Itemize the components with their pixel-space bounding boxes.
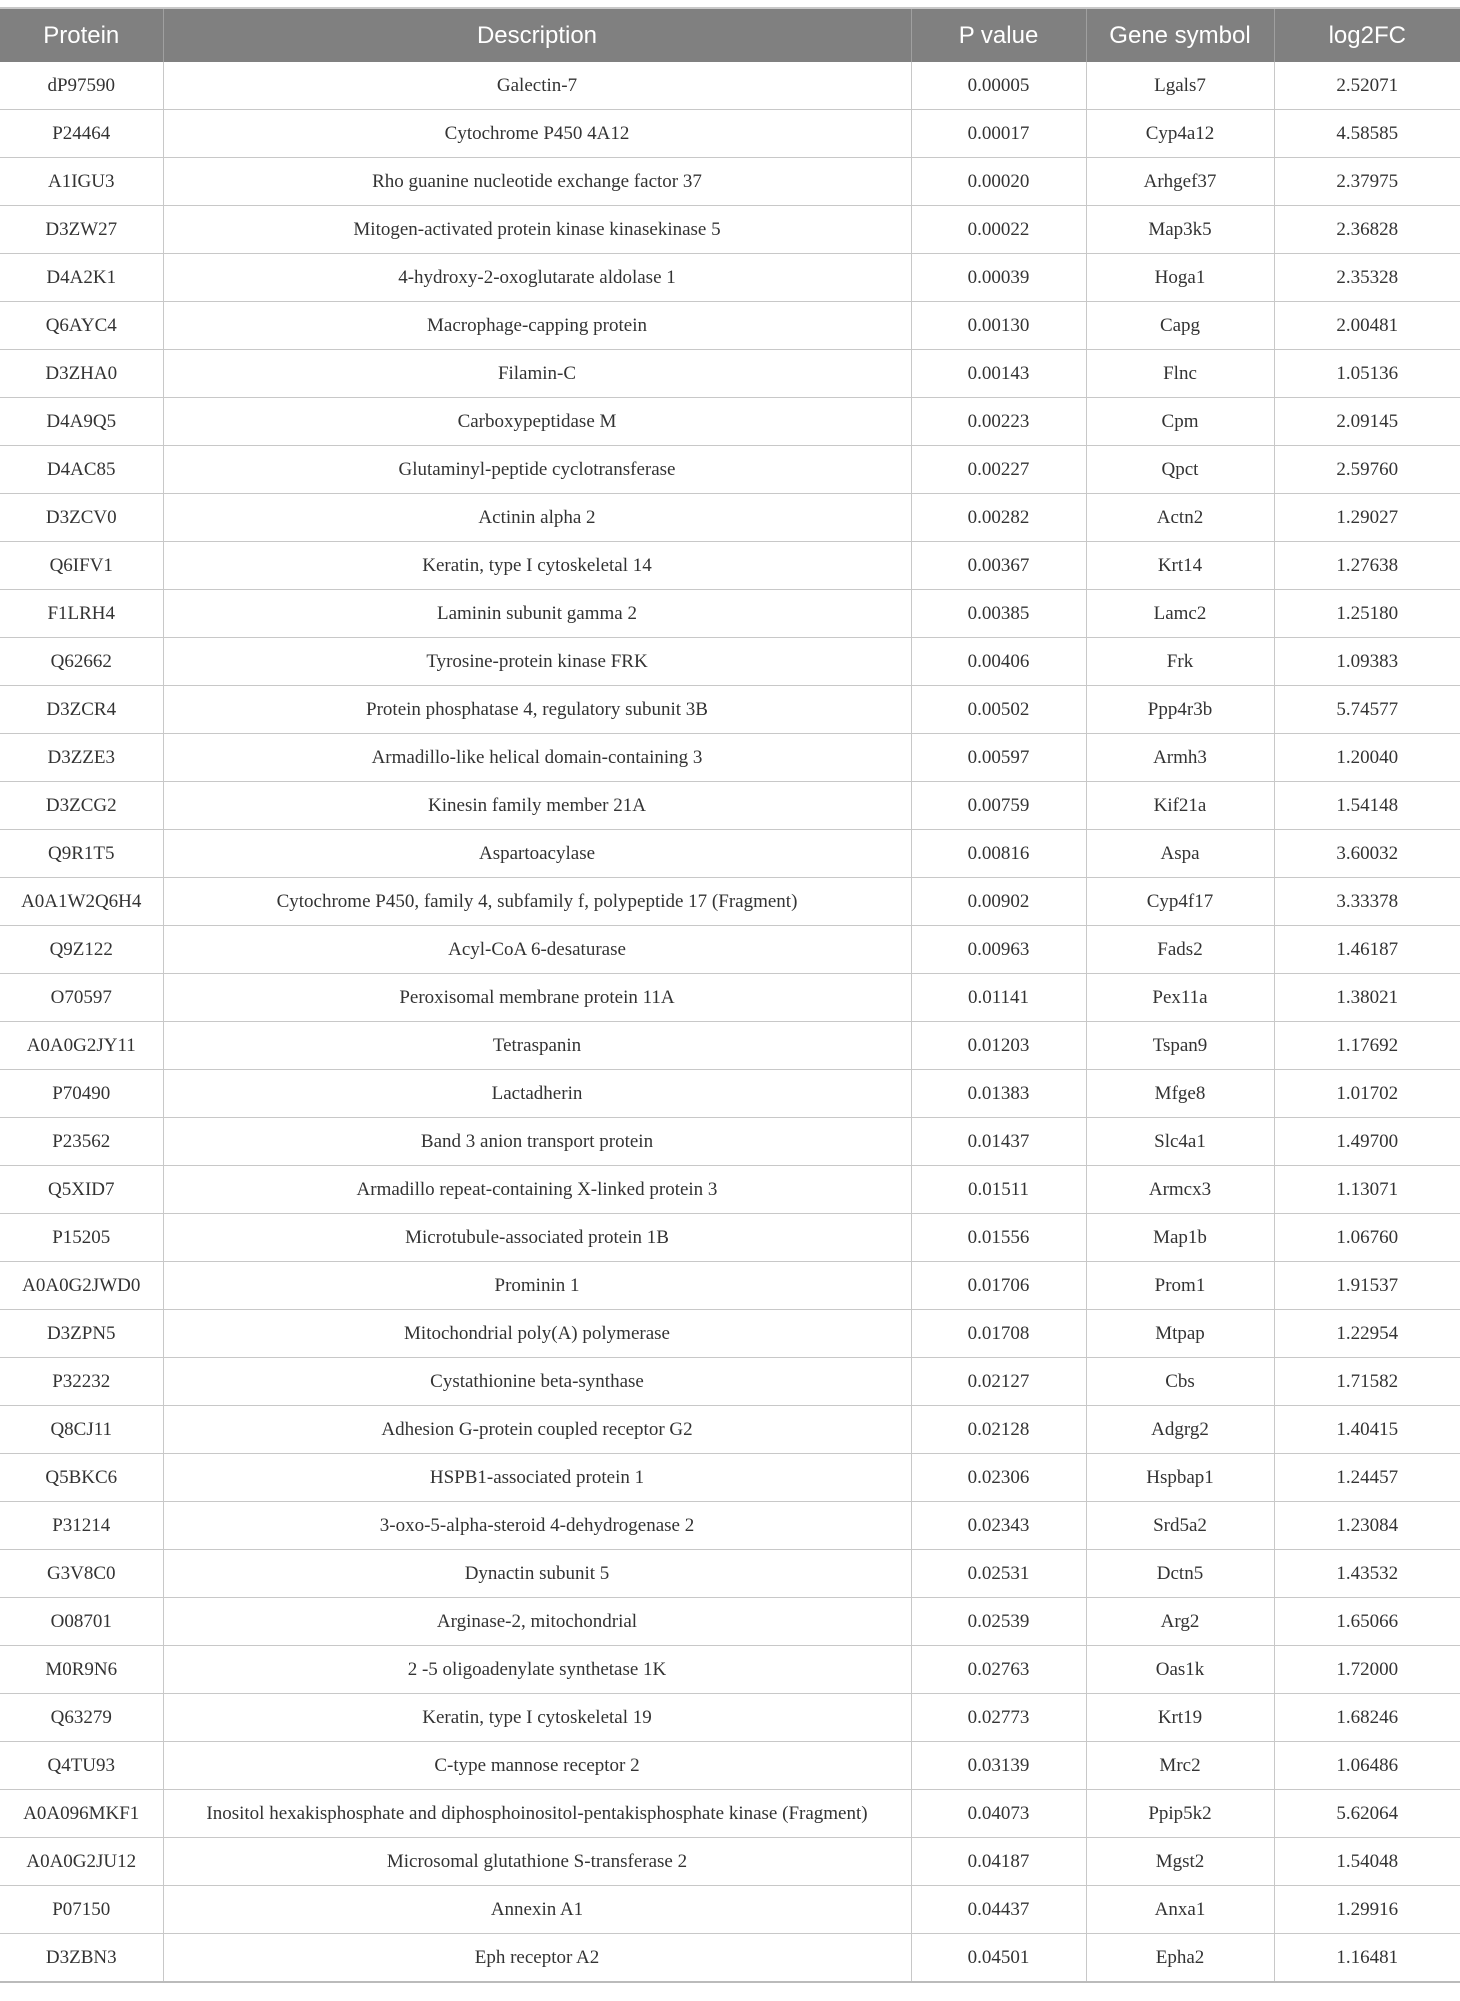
- log2fc-cell: 1.01702: [1274, 1070, 1460, 1118]
- protein-cell: dP97590: [0, 62, 163, 110]
- p-value-cell: 0.02128: [911, 1406, 1086, 1454]
- p-value-cell: 0.00130: [911, 302, 1086, 350]
- description-cell: Cytochrome P450 4A12: [163, 110, 911, 158]
- protein-cell: D3ZHA0: [0, 350, 163, 398]
- gene-symbol-cell: Lgals7: [1086, 62, 1274, 110]
- log2fc-cell: 1.91537: [1274, 1262, 1460, 1310]
- table-row: [0, 878, 1460, 926]
- description-cell: Protein phosphatase 4, regulatory subunit 3B: [163, 686, 911, 734]
- p-value-cell: 0.04437: [911, 1886, 1086, 1934]
- log2fc-cell: 2.59760: [1274, 446, 1460, 494]
- protein-cell: D4A2K1: [0, 254, 163, 302]
- gene-symbol-cell: Capg: [1086, 302, 1274, 350]
- description-cell: Acyl-CoA 6-desaturase: [163, 926, 911, 974]
- log2fc-cell: 1.06760: [1274, 1214, 1460, 1262]
- description-cell: Rho guanine nucleotide exchange factor 37: [163, 158, 911, 206]
- table-row: [0, 1646, 1460, 1694]
- log2fc-cell: 1.40415: [1274, 1406, 1460, 1454]
- description-cell: Mitogen-activated protein kinase kinasekinase 5: [163, 206, 911, 254]
- p-value-cell: 0.01141: [911, 974, 1086, 1022]
- header-protein: Protein: [0, 8, 163, 62]
- p-value-cell: 0.01437: [911, 1118, 1086, 1166]
- gene-symbol-cell: Epha2: [1086, 1934, 1274, 1983]
- log2fc-cell: 2.09145: [1274, 398, 1460, 446]
- description-cell: Kinesin family member 21A: [163, 782, 911, 830]
- protein-cell: Q4TU93: [0, 1742, 163, 1790]
- table-row: [0, 1262, 1460, 1310]
- table-row: [0, 446, 1460, 494]
- gene-symbol-cell: Fads2: [1086, 926, 1274, 974]
- p-value-cell: 0.00816: [911, 830, 1086, 878]
- gene-symbol-cell: Actn2: [1086, 494, 1274, 542]
- description-cell: Prominin 1: [163, 1262, 911, 1310]
- log2fc-cell: 1.24457: [1274, 1454, 1460, 1502]
- table-row: [0, 1070, 1460, 1118]
- gene-symbol-cell: Arg2: [1086, 1598, 1274, 1646]
- log2fc-cell: 1.23084: [1274, 1502, 1460, 1550]
- header-gene-symbol: Gene symbol: [1086, 8, 1274, 62]
- protein-cell: A0A0G2JWD0: [0, 1262, 163, 1310]
- description-cell: Cytochrome P450, family 4, subfamily f, polypeptide 17 (Fragment): [163, 878, 911, 926]
- p-value-cell: 0.00020: [911, 158, 1086, 206]
- log2fc-cell: 1.54048: [1274, 1838, 1460, 1886]
- protein-cell: O08701: [0, 1598, 163, 1646]
- table-row: [0, 926, 1460, 974]
- protein-cell: Q63279: [0, 1694, 163, 1742]
- table-row: [0, 734, 1460, 782]
- gene-symbol-cell: Tspan9: [1086, 1022, 1274, 1070]
- gene-symbol-cell: Anxa1: [1086, 1886, 1274, 1934]
- protein-cell: P23562: [0, 1118, 163, 1166]
- gene-symbol-cell: Krt19: [1086, 1694, 1274, 1742]
- description-cell: Annexin A1: [163, 1886, 911, 1934]
- p-value-cell: 0.01511: [911, 1166, 1086, 1214]
- p-value-cell: 0.00597: [911, 734, 1086, 782]
- gene-symbol-cell: Pex11a: [1086, 974, 1274, 1022]
- log2fc-cell: 5.74577: [1274, 686, 1460, 734]
- description-cell: Carboxypeptidase M: [163, 398, 911, 446]
- p-value-cell: 0.04501: [911, 1934, 1086, 1983]
- log2fc-cell: 1.54148: [1274, 782, 1460, 830]
- table-row: [0, 638, 1460, 686]
- header-log2fc: log2FC: [1274, 8, 1460, 62]
- log2fc-cell: 1.68246: [1274, 1694, 1460, 1742]
- description-cell: Macrophage-capping protein: [163, 302, 911, 350]
- p-value-cell: 0.00963: [911, 926, 1086, 974]
- protein-cell: A0A096MKF1: [0, 1790, 163, 1838]
- log2fc-cell: 1.38021: [1274, 974, 1460, 1022]
- log2fc-cell: 1.29027: [1274, 494, 1460, 542]
- description-cell: Armadillo-like helical domain-containing 3: [163, 734, 911, 782]
- protein-cell: P15205: [0, 1214, 163, 1262]
- log2fc-cell: 2.36828: [1274, 206, 1460, 254]
- gene-symbol-cell: Frk: [1086, 638, 1274, 686]
- description-cell: Tetraspanin: [163, 1022, 911, 1070]
- gene-symbol-cell: Mrc2: [1086, 1742, 1274, 1790]
- table-row: [0, 1790, 1460, 1838]
- description-cell: Inositol hexakisphosphate and diphosphoinositol-pentakisphosphate kinase (Fragment): [163, 1790, 911, 1838]
- protein-cell: D3ZW27: [0, 206, 163, 254]
- protein-cell: Q6AYC4: [0, 302, 163, 350]
- description-cell: Armadillo repeat-containing X-linked protein 3: [163, 1166, 911, 1214]
- p-value-cell: 0.00005: [911, 62, 1086, 110]
- description-cell: Mitochondrial poly(A) polymerase: [163, 1310, 911, 1358]
- protein-cell: D3ZCG2: [0, 782, 163, 830]
- protein-cell: P32232: [0, 1358, 163, 1406]
- p-value-cell: 0.00039: [911, 254, 1086, 302]
- table-row: [0, 830, 1460, 878]
- description-cell: Tyrosine-protein kinase FRK: [163, 638, 911, 686]
- protein-table: [0, 7, 1460, 1983]
- table-row: [0, 1022, 1460, 1070]
- description-cell: Keratin, type I cytoskeletal 19: [163, 1694, 911, 1742]
- description-cell: 3-oxo-5-alpha-steroid 4-dehydrogenase 2: [163, 1502, 911, 1550]
- description-cell: Actinin alpha 2: [163, 494, 911, 542]
- protein-cell: O70597: [0, 974, 163, 1022]
- p-value-cell: 0.00143: [911, 350, 1086, 398]
- gene-symbol-cell: Slc4a1: [1086, 1118, 1274, 1166]
- p-value-cell: 0.00022: [911, 206, 1086, 254]
- description-cell: 4-hydroxy-2-oxoglutarate aldolase 1: [163, 254, 911, 302]
- gene-symbol-cell: Aspa: [1086, 830, 1274, 878]
- gene-symbol-cell: Krt14: [1086, 542, 1274, 590]
- table-row: [0, 254, 1460, 302]
- gene-symbol-cell: Srd5a2: [1086, 1502, 1274, 1550]
- gene-symbol-cell: Hoga1: [1086, 254, 1274, 302]
- p-value-cell: 0.00017: [911, 110, 1086, 158]
- description-cell: Band 3 anion transport protein: [163, 1118, 911, 1166]
- table-row: [0, 1598, 1460, 1646]
- protein-cell: M0R9N6: [0, 1646, 163, 1694]
- log2fc-cell: 1.71582: [1274, 1358, 1460, 1406]
- protein-cell: P07150: [0, 1886, 163, 1934]
- p-value-cell: 0.02773: [911, 1694, 1086, 1742]
- protein-cell: D4A9Q5: [0, 398, 163, 446]
- p-value-cell: 0.02343: [911, 1502, 1086, 1550]
- protein-cell: P31214: [0, 1502, 163, 1550]
- table-row: [0, 1742, 1460, 1790]
- log2fc-cell: 3.33378: [1274, 878, 1460, 926]
- description-cell: Laminin subunit gamma 2: [163, 590, 911, 638]
- gene-symbol-cell: Arhgef37: [1086, 158, 1274, 206]
- log2fc-cell: 2.52071: [1274, 62, 1460, 110]
- p-value-cell: 0.02539: [911, 1598, 1086, 1646]
- protein-cell: A0A1W2Q6H4: [0, 878, 163, 926]
- gene-symbol-cell: Cbs: [1086, 1358, 1274, 1406]
- table-row: [0, 1406, 1460, 1454]
- p-value-cell: 0.00759: [911, 782, 1086, 830]
- gene-symbol-cell: Lamc2: [1086, 590, 1274, 638]
- table-row: [0, 350, 1460, 398]
- description-cell: Keratin, type I cytoskeletal 14: [163, 542, 911, 590]
- log2fc-cell: 1.25180: [1274, 590, 1460, 638]
- log2fc-cell: 1.17692: [1274, 1022, 1460, 1070]
- p-value-cell: 0.02306: [911, 1454, 1086, 1502]
- log2fc-cell: 2.00481: [1274, 302, 1460, 350]
- description-cell: HSPB1-associated protein 1: [163, 1454, 911, 1502]
- gene-symbol-cell: Adgrg2: [1086, 1406, 1274, 1454]
- log2fc-cell: 1.06486: [1274, 1742, 1460, 1790]
- protein-cell: A1IGU3: [0, 158, 163, 206]
- gene-symbol-cell: Cpm: [1086, 398, 1274, 446]
- protein-cell: Q9R1T5: [0, 830, 163, 878]
- protein-cell: Q5BKC6: [0, 1454, 163, 1502]
- description-cell: Lactadherin: [163, 1070, 911, 1118]
- table-row: [0, 62, 1460, 110]
- table-row: [0, 158, 1460, 206]
- p-value-cell: 0.01708: [911, 1310, 1086, 1358]
- table-row: [0, 1310, 1460, 1358]
- table-row: [0, 1934, 1460, 1983]
- p-value-cell: 0.02763: [911, 1646, 1086, 1694]
- protein-cell: D3ZCV0: [0, 494, 163, 542]
- description-cell: Cystathionine beta-synthase: [163, 1358, 911, 1406]
- p-value-cell: 0.01203: [911, 1022, 1086, 1070]
- log2fc-cell: 2.35328: [1274, 254, 1460, 302]
- description-cell: Aspartoacylase: [163, 830, 911, 878]
- table-row: [0, 542, 1460, 590]
- table-row: [0, 302, 1460, 350]
- log2fc-cell: 3.60032: [1274, 830, 1460, 878]
- gene-symbol-cell: Cyp4f17: [1086, 878, 1274, 926]
- p-value-cell: 0.01706: [911, 1262, 1086, 1310]
- description-cell: Glutaminyl-peptide cyclotransferase: [163, 446, 911, 494]
- description-cell: Galectin-7: [163, 62, 911, 110]
- protein-cell: D4AC85: [0, 446, 163, 494]
- p-value-cell: 0.01556: [911, 1214, 1086, 1262]
- log2fc-cell: 1.46187: [1274, 926, 1460, 974]
- log2fc-cell: 1.13071: [1274, 1166, 1460, 1214]
- table-row: [0, 590, 1460, 638]
- gene-symbol-cell: Cyp4a12: [1086, 110, 1274, 158]
- log2fc-cell: 1.16481: [1274, 1934, 1460, 1983]
- protein-cell: P70490: [0, 1070, 163, 1118]
- gene-symbol-cell: Mgst2: [1086, 1838, 1274, 1886]
- p-value-cell: 0.03139: [911, 1742, 1086, 1790]
- protein-cell: Q5XID7: [0, 1166, 163, 1214]
- p-value-cell: 0.00385: [911, 590, 1086, 638]
- p-value-cell: 0.00227: [911, 446, 1086, 494]
- protein-cell: D3ZZE3: [0, 734, 163, 782]
- protein-cell: Q9Z122: [0, 926, 163, 974]
- p-value-cell: 0.00502: [911, 686, 1086, 734]
- table-row: [0, 974, 1460, 1022]
- p-value-cell: 0.04187: [911, 1838, 1086, 1886]
- table-row: [0, 1166, 1460, 1214]
- gene-symbol-cell: Kif21a: [1086, 782, 1274, 830]
- gene-symbol-cell: Map3k5: [1086, 206, 1274, 254]
- table-row: [0, 1454, 1460, 1502]
- description-cell: Arginase-2, mitochondrial: [163, 1598, 911, 1646]
- header-description: Description: [163, 8, 911, 62]
- protein-cell: D3ZCR4: [0, 686, 163, 734]
- gene-symbol-cell: Ppip5k2: [1086, 1790, 1274, 1838]
- table-row: [0, 1118, 1460, 1166]
- table-row: [0, 1694, 1460, 1742]
- description-cell: Filamin-C: [163, 350, 911, 398]
- table-row: [0, 782, 1460, 830]
- gene-symbol-cell: Armh3: [1086, 734, 1274, 782]
- gene-symbol-cell: Mfge8: [1086, 1070, 1274, 1118]
- gene-symbol-cell: Qpct: [1086, 446, 1274, 494]
- protein-cell: Q62662: [0, 638, 163, 686]
- description-cell: Adhesion G-protein coupled receptor G2: [163, 1406, 911, 1454]
- description-cell: Dynactin subunit 5: [163, 1550, 911, 1598]
- gene-symbol-cell: Dctn5: [1086, 1550, 1274, 1598]
- gene-symbol-cell: Mtpap: [1086, 1310, 1274, 1358]
- table-row: [0, 1358, 1460, 1406]
- table-row: [0, 206, 1460, 254]
- table-header-row: [0, 8, 1460, 62]
- p-value-cell: 0.00902: [911, 878, 1086, 926]
- protein-cell: D3ZBN3: [0, 1934, 163, 1983]
- p-value-cell: 0.00367: [911, 542, 1086, 590]
- log2fc-cell: 4.58585: [1274, 110, 1460, 158]
- protein-cell: A0A0G2JU12: [0, 1838, 163, 1886]
- log2fc-cell: 1.20040: [1274, 734, 1460, 782]
- header-p-value: P value: [911, 8, 1086, 62]
- p-value-cell: 0.01383: [911, 1070, 1086, 1118]
- gene-symbol-cell: Oas1k: [1086, 1646, 1274, 1694]
- p-value-cell: 0.04073: [911, 1790, 1086, 1838]
- table-row: [0, 1838, 1460, 1886]
- log2fc-cell: 1.22954: [1274, 1310, 1460, 1358]
- gene-symbol-cell: Hspbap1: [1086, 1454, 1274, 1502]
- log2fc-cell: 1.43532: [1274, 1550, 1460, 1598]
- protein-cell: Q6IFV1: [0, 542, 163, 590]
- log2fc-cell: 1.27638: [1274, 542, 1460, 590]
- description-cell: Microsomal glutathione S-transferase 2: [163, 1838, 911, 1886]
- description-cell: Peroxisomal membrane protein 11A: [163, 974, 911, 1022]
- protein-cell: P24464: [0, 110, 163, 158]
- table-row: [0, 398, 1460, 446]
- p-value-cell: 0.02531: [911, 1550, 1086, 1598]
- log2fc-cell: 1.09383: [1274, 638, 1460, 686]
- table-row: [0, 110, 1460, 158]
- p-value-cell: 0.00282: [911, 494, 1086, 542]
- protein-cell: Q8CJ11: [0, 1406, 163, 1454]
- log2fc-cell: 1.49700: [1274, 1118, 1460, 1166]
- p-value-cell: 0.00223: [911, 398, 1086, 446]
- log2fc-cell: 1.05136: [1274, 350, 1460, 398]
- description-cell: Microtubule-associated protein 1B: [163, 1214, 911, 1262]
- table-row: [0, 1886, 1460, 1934]
- table-row: [0, 494, 1460, 542]
- gene-symbol-cell: Prom1: [1086, 1262, 1274, 1310]
- description-cell: C-type mannose receptor 2: [163, 1742, 911, 1790]
- table-row: [0, 686, 1460, 734]
- description-cell: Eph receptor A2: [163, 1934, 911, 1983]
- gene-symbol-cell: Armcx3: [1086, 1166, 1274, 1214]
- table-row: [0, 1214, 1460, 1262]
- gene-symbol-cell: Flnc: [1086, 350, 1274, 398]
- protein-cell: G3V8C0: [0, 1550, 163, 1598]
- log2fc-cell: 1.65066: [1274, 1598, 1460, 1646]
- log2fc-cell: 1.72000: [1274, 1646, 1460, 1694]
- log2fc-cell: 1.29916: [1274, 1886, 1460, 1934]
- description-cell: 2 -5 oligoadenylate synthetase 1K: [163, 1646, 911, 1694]
- p-value-cell: 0.00406: [911, 638, 1086, 686]
- table-row: [0, 1502, 1460, 1550]
- p-value-cell: 0.02127: [911, 1358, 1086, 1406]
- protein-cell: A0A0G2JY11: [0, 1022, 163, 1070]
- gene-symbol-cell: Map1b: [1086, 1214, 1274, 1262]
- protein-cell: D3ZPN5: [0, 1310, 163, 1358]
- log2fc-cell: 5.62064: [1274, 1790, 1460, 1838]
- protein-cell: F1LRH4: [0, 590, 163, 638]
- log2fc-cell: 2.37975: [1274, 158, 1460, 206]
- gene-symbol-cell: Ppp4r3b: [1086, 686, 1274, 734]
- table-row: [0, 1550, 1460, 1598]
